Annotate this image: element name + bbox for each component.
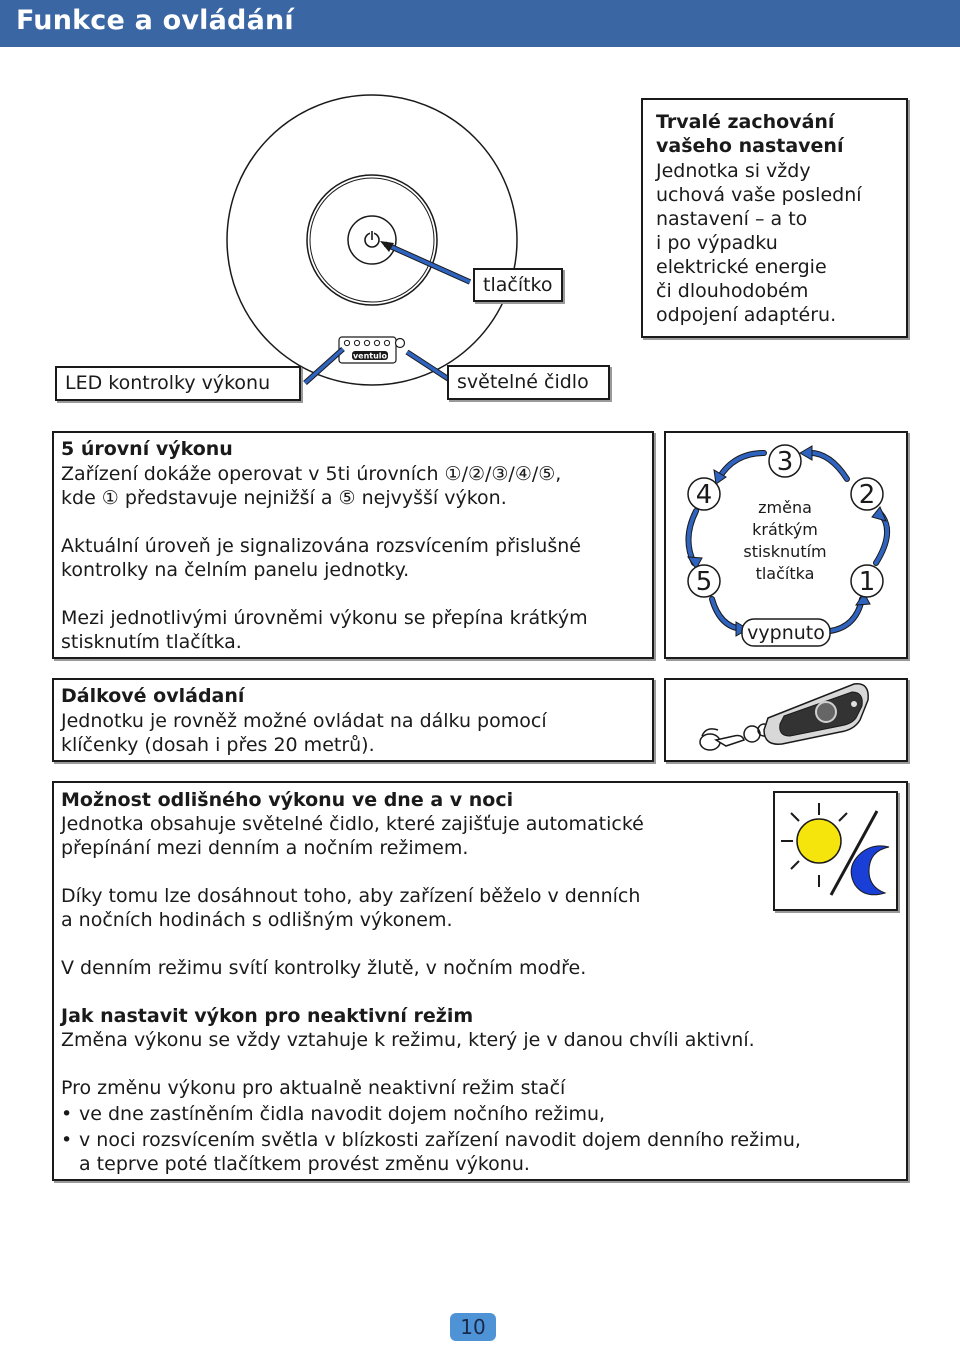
remote-line: klíčenky (dosah i přes 20 metrů). bbox=[61, 734, 375, 756]
cycle-num-4: 4 bbox=[695, 480, 713, 510]
daynight-line: Změna výkonu se vždy vztahuje k režimu, který je v danou chvíli aktivní. bbox=[61, 1029, 755, 1051]
cycle-num-1: 1 bbox=[858, 567, 876, 597]
levels-line: Zařízení dokáže operovat v 5ti úrovních ①/②/③/④/⑤, bbox=[61, 463, 562, 485]
levels-line: kontrolky na čelním panelu jednotky. bbox=[61, 559, 410, 581]
cycle-num-5: 5 bbox=[695, 567, 713, 597]
memory-line: či dlouhodobém bbox=[656, 280, 809, 302]
device-illustration bbox=[0, 48, 660, 408]
daynight-line: přepínání mezi denním a nočním režimem. bbox=[61, 837, 469, 859]
memory-title-2: vašeho nastavení bbox=[656, 135, 844, 157]
daynight-line: Díky tomu lze dosáhnout toho, aby zařízení běželo v denních bbox=[61, 885, 641, 907]
remote-button bbox=[816, 702, 836, 722]
cycle-center-3: stisknutím bbox=[743, 542, 827, 561]
cycle-off-label: vypnuto bbox=[747, 622, 825, 644]
cycle-center-1: změna bbox=[758, 498, 812, 517]
daynight-line: V denním režimu svítí kontrolky žlutě, v nočním modře. bbox=[61, 957, 587, 979]
memory-line: odpojení adaptéru. bbox=[656, 304, 837, 326]
memory-line: nastavení – a to bbox=[656, 208, 808, 230]
levels-title: 5 úrovní výkonu bbox=[61, 438, 233, 460]
light-sensor bbox=[396, 339, 405, 348]
bullet-item-cont: a teprve poté tlačítkem provést změnu výkonu. bbox=[79, 1153, 530, 1175]
levels-line: Mezi jednotlivými úrovněmi výkonu se přepína krátkým bbox=[61, 607, 588, 629]
cycle-diagram bbox=[664, 431, 908, 659]
bullet-item: ve dne zastíněním čidla navodit dojem nočního režimu, bbox=[79, 1103, 606, 1125]
cycle-num-2: 2 bbox=[858, 480, 876, 510]
memory-line: uchová vaše poslední bbox=[656, 184, 862, 206]
button-label: tlačítko bbox=[473, 268, 563, 302]
levels-line: kde ① představuje nejnižší a ⑤ nejvyšší výkon. bbox=[61, 487, 507, 509]
brand-logo: ventulo bbox=[352, 351, 388, 361]
remote-line: Jednotku je rovněž možné ovládat na dálku pomocí bbox=[61, 710, 547, 732]
page-number: 10 bbox=[450, 1313, 496, 1341]
sensor-label: světelné čidlo bbox=[447, 365, 610, 400]
daynight-line: a nočních hodinách s odlišným výkonem. bbox=[61, 909, 453, 931]
sun-moon-icon bbox=[773, 791, 898, 911]
bullet-marker: • bbox=[61, 1129, 73, 1151]
page-title: Funkce a ovládání bbox=[16, 5, 294, 36]
daynight-title: Možnost odlišného výkonu ve dne a v noci bbox=[61, 789, 514, 811]
inactive-title: Jak nastavit výkon pro neaktivní režim bbox=[61, 1005, 474, 1027]
page-header bbox=[0, 0, 960, 47]
bullet-item: v noci rozsvícením světla v blízkosti zařízení navodit dojem denního režimu, bbox=[79, 1129, 801, 1151]
cycle-center-2: krátkým bbox=[752, 520, 818, 539]
remote-title: Dálkové ovládaní bbox=[61, 685, 245, 707]
sun-icon bbox=[797, 819, 841, 863]
cycle-num-3: 3 bbox=[776, 447, 794, 477]
remote-keyfob-image bbox=[664, 678, 908, 762]
daynight-line: Jednotka obsahuje světelné čidlo, které zajišťuje automatické bbox=[61, 813, 644, 835]
daynight-line: Pro změnu výkonu pro aktualně neaktivní režim stačí bbox=[61, 1077, 566, 1099]
bullet-marker: • bbox=[61, 1103, 73, 1125]
memory-line: elektrické energie bbox=[656, 256, 827, 278]
led-label: LED kontrolky výkonu bbox=[55, 366, 301, 401]
cycle-center-4: tlačítka bbox=[755, 564, 815, 583]
levels-line: stisknutím tlačítka. bbox=[61, 631, 242, 653]
levels-line: Aktuální úroveň je signalizována rozsvícením přislušné bbox=[61, 535, 581, 557]
memory-title-1: Trvalé zachování bbox=[656, 111, 835, 133]
moon-icon bbox=[851, 846, 889, 895]
memory-line: i po výpadku bbox=[656, 232, 778, 254]
memory-line: Jednotka si vždy bbox=[656, 160, 811, 182]
